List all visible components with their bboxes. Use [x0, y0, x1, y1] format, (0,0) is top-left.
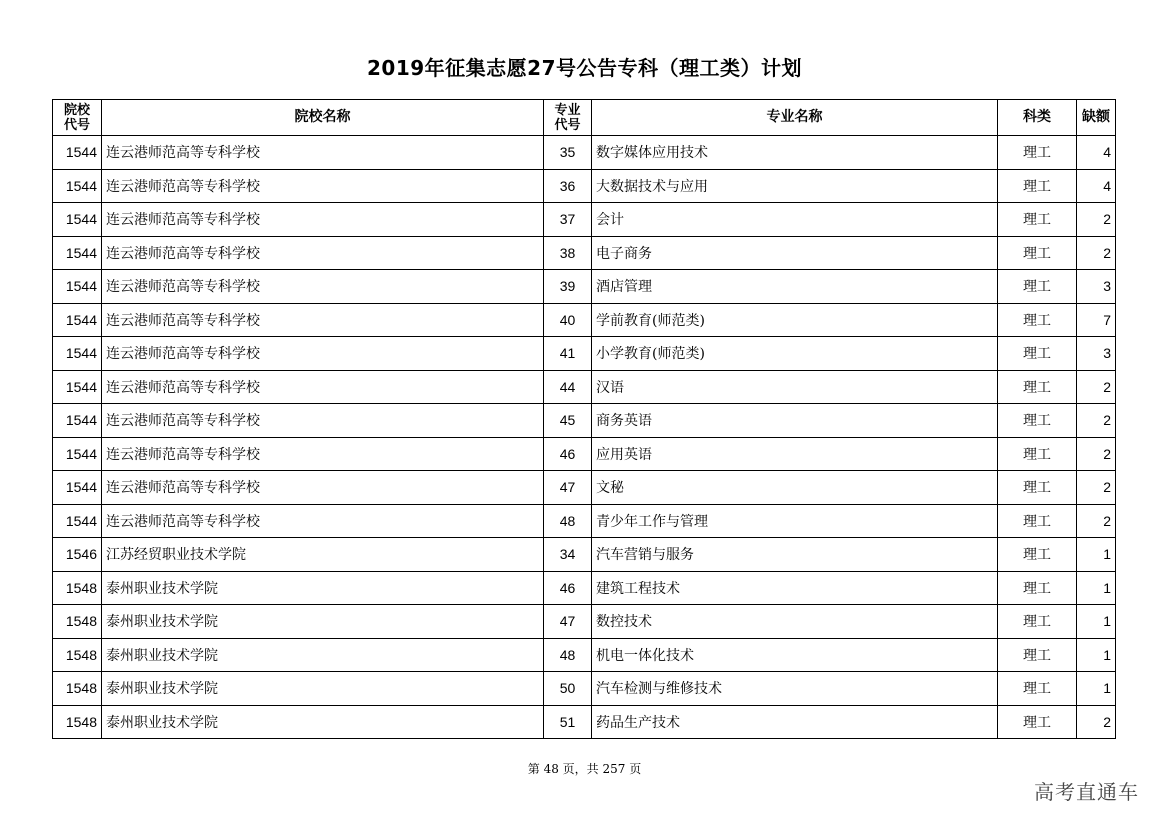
table-row — [53, 672, 1116, 706]
table-row — [53, 705, 1116, 739]
category-cell: 理工 — [998, 270, 1077, 304]
vacancy-cell: 2 — [1077, 370, 1116, 404]
school-code-cell: 1544 — [53, 337, 102, 371]
school-name-cell: 泰州职业技术学院 — [102, 571, 544, 605]
category-cell: 理工 — [998, 136, 1077, 170]
category-cell: 理工 — [998, 169, 1077, 203]
major-name-cell: 酒店管理 — [592, 270, 998, 304]
table-row — [53, 270, 1116, 304]
category-cell: 理工 — [998, 337, 1077, 371]
school-name-cell: 连云港师范高等专科学校 — [102, 203, 544, 237]
table-header-row — [53, 100, 1116, 136]
major-name-cell: 汽车营销与服务 — [592, 538, 998, 572]
major-code-cell: 50 — [544, 672, 592, 706]
category-cell: 理工 — [998, 504, 1077, 538]
category-cell: 理工 — [998, 605, 1077, 639]
major-code-cell: 48 — [544, 504, 592, 538]
header-major-code-line2: 代号 — [554, 117, 581, 133]
major-code-cell: 44 — [544, 370, 592, 404]
category-cell: 理工 — [998, 705, 1077, 739]
school-code-cell: 1544 — [53, 504, 102, 538]
school-code-cell: 1548 — [53, 605, 102, 639]
school-name-cell: 泰州职业技术学院 — [102, 638, 544, 672]
vacancy-cell: 2 — [1077, 471, 1116, 505]
major-code-cell: 46 — [544, 571, 592, 605]
table-row — [53, 169, 1116, 203]
school-name-cell: 连云港师范高等专科学校 — [102, 437, 544, 471]
major-name-cell: 机电一体化技术 — [592, 638, 998, 672]
header-major-name: 专业名称 — [592, 100, 998, 136]
footer-suffix: 页 — [629, 762, 642, 776]
major-name-cell: 学前教育(师范类) — [592, 303, 998, 337]
category-cell: 理工 — [998, 236, 1077, 270]
major-code-cell: 47 — [544, 471, 592, 505]
category-cell: 理工 — [998, 471, 1077, 505]
vacancy-cell: 3 — [1077, 337, 1116, 371]
watermark-logo-text: 高考直通车 — [1034, 780, 1139, 804]
vacancy-cell: 1 — [1077, 605, 1116, 639]
major-name-cell: 文秘 — [592, 471, 998, 505]
major-code-cell: 40 — [544, 303, 592, 337]
vacancy-cell: 2 — [1077, 404, 1116, 438]
major-code-cell: 35 — [544, 136, 592, 170]
vacancy-cell: 3 — [1077, 270, 1116, 304]
table-row — [53, 404, 1116, 438]
major-code-cell: 36 — [544, 169, 592, 203]
major-name-cell: 数控技术 — [592, 605, 998, 639]
vacancy-cell: 2 — [1077, 203, 1116, 237]
major-name-cell: 小学教育(师范类) — [592, 337, 998, 371]
major-code-cell: 39 — [544, 270, 592, 304]
school-name-cell: 连云港师范高等专科学校 — [102, 169, 544, 203]
table-row — [53, 471, 1116, 505]
school-name-cell: 连云港师范高等专科学校 — [102, 270, 544, 304]
major-code-cell: 47 — [544, 605, 592, 639]
major-code-cell: 48 — [544, 638, 592, 672]
major-name-cell: 商务英语 — [592, 404, 998, 438]
school-name-cell: 连云港师范高等专科学校 — [102, 471, 544, 505]
table-row — [53, 136, 1116, 170]
footer-middle: 页，共 — [562, 762, 599, 776]
category-cell: 理工 — [998, 571, 1077, 605]
enrollment-plan-table — [52, 99, 1116, 739]
major-code-cell: 34 — [544, 538, 592, 572]
major-code-cell: 46 — [544, 437, 592, 471]
school-name-cell: 连云港师范高等专科学校 — [102, 504, 544, 538]
school-name-cell: 连云港师范高等专科学校 — [102, 136, 544, 170]
table-row — [53, 370, 1116, 404]
major-name-cell: 应用英语 — [592, 437, 998, 471]
vacancy-cell: 7 — [1077, 303, 1116, 337]
page-title: 2019年征集志愿27号公告专科（理工类）计划 — [367, 56, 802, 80]
school-name-cell: 泰州职业技术学院 — [102, 605, 544, 639]
major-code-cell: 38 — [544, 236, 592, 270]
header-vacancy: 缺额 — [1077, 100, 1116, 136]
vacancy-cell: 1 — [1077, 638, 1116, 672]
major-name-cell: 药品生产技术 — [592, 705, 998, 739]
school-code-cell: 1544 — [53, 370, 102, 404]
category-cell: 理工 — [998, 538, 1077, 572]
table-row — [53, 538, 1116, 572]
school-code-cell: 1544 — [53, 437, 102, 471]
category-cell: 理工 — [998, 203, 1077, 237]
school-code-cell: 1544 — [53, 270, 102, 304]
major-code-cell: 37 — [544, 203, 592, 237]
category-cell: 理工 — [998, 404, 1077, 438]
major-name-cell: 汽车检测与维修技术 — [592, 672, 998, 706]
vacancy-cell: 1 — [1077, 571, 1116, 605]
school-name-cell: 连云港师范高等专科学校 — [102, 404, 544, 438]
category-cell: 理工 — [998, 638, 1077, 672]
header-category: 科类 — [998, 100, 1077, 136]
school-code-cell: 1544 — [53, 236, 102, 270]
major-name-cell: 电子商务 — [592, 236, 998, 270]
school-code-cell: 1544 — [53, 404, 102, 438]
school-name-cell: 连云港师范高等专科学校 — [102, 236, 544, 270]
vacancy-cell: 2 — [1077, 705, 1116, 739]
school-code-cell: 1548 — [53, 638, 102, 672]
vacancy-cell: 4 — [1077, 136, 1116, 170]
category-cell: 理工 — [998, 437, 1077, 471]
major-name-cell: 建筑工程技术 — [592, 571, 998, 605]
school-code-cell: 1544 — [53, 169, 102, 203]
school-code-cell: 1548 — [53, 571, 102, 605]
table-row — [53, 203, 1116, 237]
school-name-cell: 连云港师范高等专科学校 — [102, 303, 544, 337]
header-major-code — [544, 100, 592, 136]
table-row — [53, 236, 1116, 270]
table-row — [53, 571, 1116, 605]
vacancy-cell: 2 — [1077, 236, 1116, 270]
school-name-cell: 泰州职业技术学院 — [102, 672, 544, 706]
school-name-cell: 泰州职业技术学院 — [102, 705, 544, 739]
table-row — [53, 337, 1116, 371]
category-cell: 理工 — [998, 303, 1077, 337]
school-name-cell: 连云港师范高等专科学校 — [102, 337, 544, 371]
vacancy-cell: 2 — [1077, 504, 1116, 538]
major-name-cell: 大数据技术与应用 — [592, 169, 998, 203]
table-row — [53, 303, 1116, 337]
table-row — [53, 504, 1116, 538]
vacancy-cell: 2 — [1077, 437, 1116, 471]
school-code-cell: 1548 — [53, 705, 102, 739]
major-code-cell: 41 — [544, 337, 592, 371]
major-code-cell: 45 — [544, 404, 592, 438]
major-name-cell: 汉语 — [592, 370, 998, 404]
vacancy-cell: 1 — [1077, 538, 1116, 572]
category-cell: 理工 — [998, 672, 1077, 706]
school-code-cell: 1544 — [53, 303, 102, 337]
school-code-cell: 1544 — [53, 136, 102, 170]
footer-prefix: 第 — [527, 762, 540, 776]
school-code-cell: 1546 — [53, 538, 102, 572]
header-major-code-line1: 专业 — [554, 102, 581, 118]
school-code-cell: 1544 — [53, 203, 102, 237]
vacancy-cell: 1 — [1077, 672, 1116, 706]
table-row — [53, 605, 1116, 639]
category-cell: 理工 — [998, 370, 1077, 404]
major-name-cell: 会计 — [592, 203, 998, 237]
vacancy-cell: 4 — [1077, 169, 1116, 203]
school-name-cell: 江苏经贸职业技术学院 — [102, 538, 544, 572]
footer-page-number: 48 — [543, 762, 559, 776]
school-name-cell: 连云港师范高等专科学校 — [102, 370, 544, 404]
table-row — [53, 638, 1116, 672]
table-row — [53, 437, 1116, 471]
header-school-code-line2: 代号 — [63, 117, 90, 133]
major-name-cell: 数字媒体应用技术 — [592, 136, 998, 170]
school-code-cell: 1548 — [53, 672, 102, 706]
major-code-cell: 51 — [544, 705, 592, 739]
major-name-cell: 青少年工作与管理 — [592, 504, 998, 538]
table-body — [53, 136, 1116, 739]
school-code-cell: 1544 — [53, 471, 102, 505]
page-footer — [0, 760, 1169, 777]
header-school-code — [53, 100, 102, 136]
footer-total-pages: 257 — [602, 762, 626, 776]
header-school-name: 院校名称 — [102, 100, 544, 136]
header-school-code-line1: 院校 — [63, 102, 90, 118]
